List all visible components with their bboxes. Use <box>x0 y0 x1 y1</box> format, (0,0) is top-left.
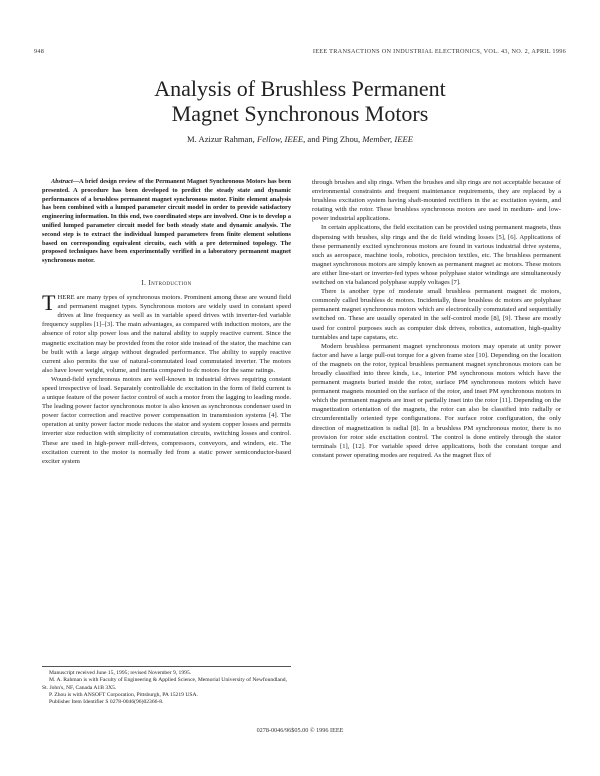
author-line <box>0 134 600 144</box>
right-paragraph-1: through brushes and slip rings. When the brushes and slip rings are not acceptable because of environmental constraints and frequent maintenance requirements, they are replaced by a brushless excitation system having shaft-mounted rectifiers in the ac excitation system, and rotating with the rotor. These brushless synchronous motors are used in medium- and low-power industrial applications. <box>312 179 561 223</box>
drop-cap: T <box>42 290 56 316</box>
copyright-line: 0278-0046/96$05.00 © 1996 IEEE <box>256 727 344 734</box>
author-2: Ping Zhou, <box>322 134 361 144</box>
intro-paragraph-2: Wound-field synchronous motors are well-known in industrial drives requiring constant speed irrespective of load. Separately controllable dc excitation in the form of field current is a unique feature of the power factor control of such a motor from the lagging to leading mode. The leading power factor synchronous motor is also known as synchronous condenser used in power factor correction and reactive power compensation in transmission systems [4]. The operation at unity power factor mode reduces the stator and system copper losses and permits inverter size reduction with simplicity of commutation circuits, switching losses and control. These are used in high-power mill-drives, compressors, conveyors, and winders, etc. The excitation current to the motor is normally fed from a static power semiconductor-based exciter system <box>42 375 292 465</box>
title-line-2: Magnet Synchronous Motors <box>171 101 429 126</box>
journal-name: IEEE TRANSACTIONS ON INDUSTRIAL ELECTRONICS, VOL. 43, NO. 2, APRIL 1996 <box>312 48 566 55</box>
title-line-1: Analysis of Brushless Permanent <box>154 76 446 101</box>
footnote-author-1: M. A. Rahman is with Faculty of Engineering & Applied Science, Memorial University of Newfoundland, St. John's, NF, Canada A1B 3X5. <box>42 677 288 691</box>
section-heading-introduction: I. Introduction <box>141 278 192 287</box>
paper-title <box>0 76 600 126</box>
left-column <box>42 178 291 466</box>
footnote <box>42 666 291 706</box>
abstract-text: A brief design review of the Permanent Magnet Synchronous Motors has been presented. A procedure has been developed to predict the steady state and dynamic performances of a brushless permanent magnet synchronous motor. Finite element analysis has been combined with a lumped parameter circuit model in order to provide satisfactory engineering information. In this end, two coordinated steps are involved. One is to develop a unified lumped parameter circuit model for both steady state and dynamic analysis. The second step is to extract the individual lumped parameters from finite element solutions based on corresponding equivalent circuits, each with a pre determined topology. The proposed techniques have been experimentally verified in a laboratory permanent magnet synchronous motor. <box>42 178 291 265</box>
author-1: M. Azizur Rahman, <box>187 134 255 144</box>
footnote-identifier: Publisher Item Identifier S 0278-0046(96)02366-8. <box>49 699 164 706</box>
intro-paragraph-1-text: HERE are many types of synchronous motors. Prominent among these are wound field and permanent magnet types. Synchronous motors are widely used in constant speed drives at line frequency as well as in variable speed drives with inverter-fed variable frequency supplies [1]–[3]. The main advantages, as compared with induction motors, are the absence of rotor slip power loss and the natural ability to supply reactive current. Since the magnetic excitation may be provided from the rotor side instead of the stator, the machine can be built with a large airgap without degraded performance. The ability to supply reactive current also permits the use of natural-commutated load commutated inverter. The motors also have lower weight, volume, and inertia compared to dc motors for the same ratings. <box>42 294 291 374</box>
author-connector: and <box>307 134 320 144</box>
footnote-received: Manuscript received June 15, 1995; revised November 9, 1995. <box>49 670 192 676</box>
author-1-role: Fellow, IEEE, <box>256 134 306 144</box>
abstract-label: Abstract— <box>51 178 79 185</box>
abstract <box>42 178 291 266</box>
right-paragraph-4: Modern brushless permanent magnet synchronous motors may operate at unity power factor and have a large pull-out torque for a given frame size [10]. Depending on the location of the magnets on the rotor, typical brushless permanent magnet synchronous motors can be broadly classified into three kinds, i.e., interior PM synchronous motors which have the permanent magnets buried inside the rotor, surface PM synchronous motors which have permanent magnets mounted on the surface of the rotor, and inset PM synchronous motors in which the permanent magnets are inset or partially inset into the rotor [11]. Depending on the magnetization orientation of the magnets, the rotor can also be classified into radially or circumferentially oriented type configurations. For surface rotor configuration, the only direction of magnetization is radial [8]. In a brushless PM synchronous motor, there is no provision for rotor side excitation control. The control is done entirely through the stator terminals [1], [12]. For variable speed drive applications, both the constant torque and constant power operating modes are required. As the magnet flux of <box>312 342 561 459</box>
right-paragraph-2: In certain applications, the field excitation can be provided using permanent magnets, thus dispensing with brushes, slip rings and the dc field winding losses [5], [6]. Applications of these permanently excited synchronous motors are found in various industrial drive systems, such as aerospace, machine tools, robotics, precision textiles, etc. The brushless permanent magnet synchronous motors are simply known as permanent magnet ac motors. These motors are either line-start or inverter-fed types whose polyphase stator windings are simultaneously switched on via balanced polyphase supply voltages [7]. <box>312 224 561 287</box>
right-column <box>312 178 561 460</box>
running-header <box>34 48 566 60</box>
right-paragraph-3: There is another type of moderate small brushless permanent magnet dc motors, commonly called brushless dc motors. Incidentally, these brushless dc motors are polyphase permanent magnet synchronous motors which are electronically commutated and sequentially switched on. These are usually operated in the self-control mode [8], [9]. These are mostly used for control purposes such as computer disk drives, robotics, automation, high-quality turntables and tape capstans, etc. <box>312 288 561 341</box>
footnote-author-2: P. Zhou is with ANSOFT Corporation, Pittsburgh, PA 15219 USA. <box>49 691 198 698</box>
page-number: 948 <box>34 48 45 55</box>
intro-paragraph-1 <box>42 290 291 375</box>
author-2-role: Member, IEEE <box>362 134 413 144</box>
